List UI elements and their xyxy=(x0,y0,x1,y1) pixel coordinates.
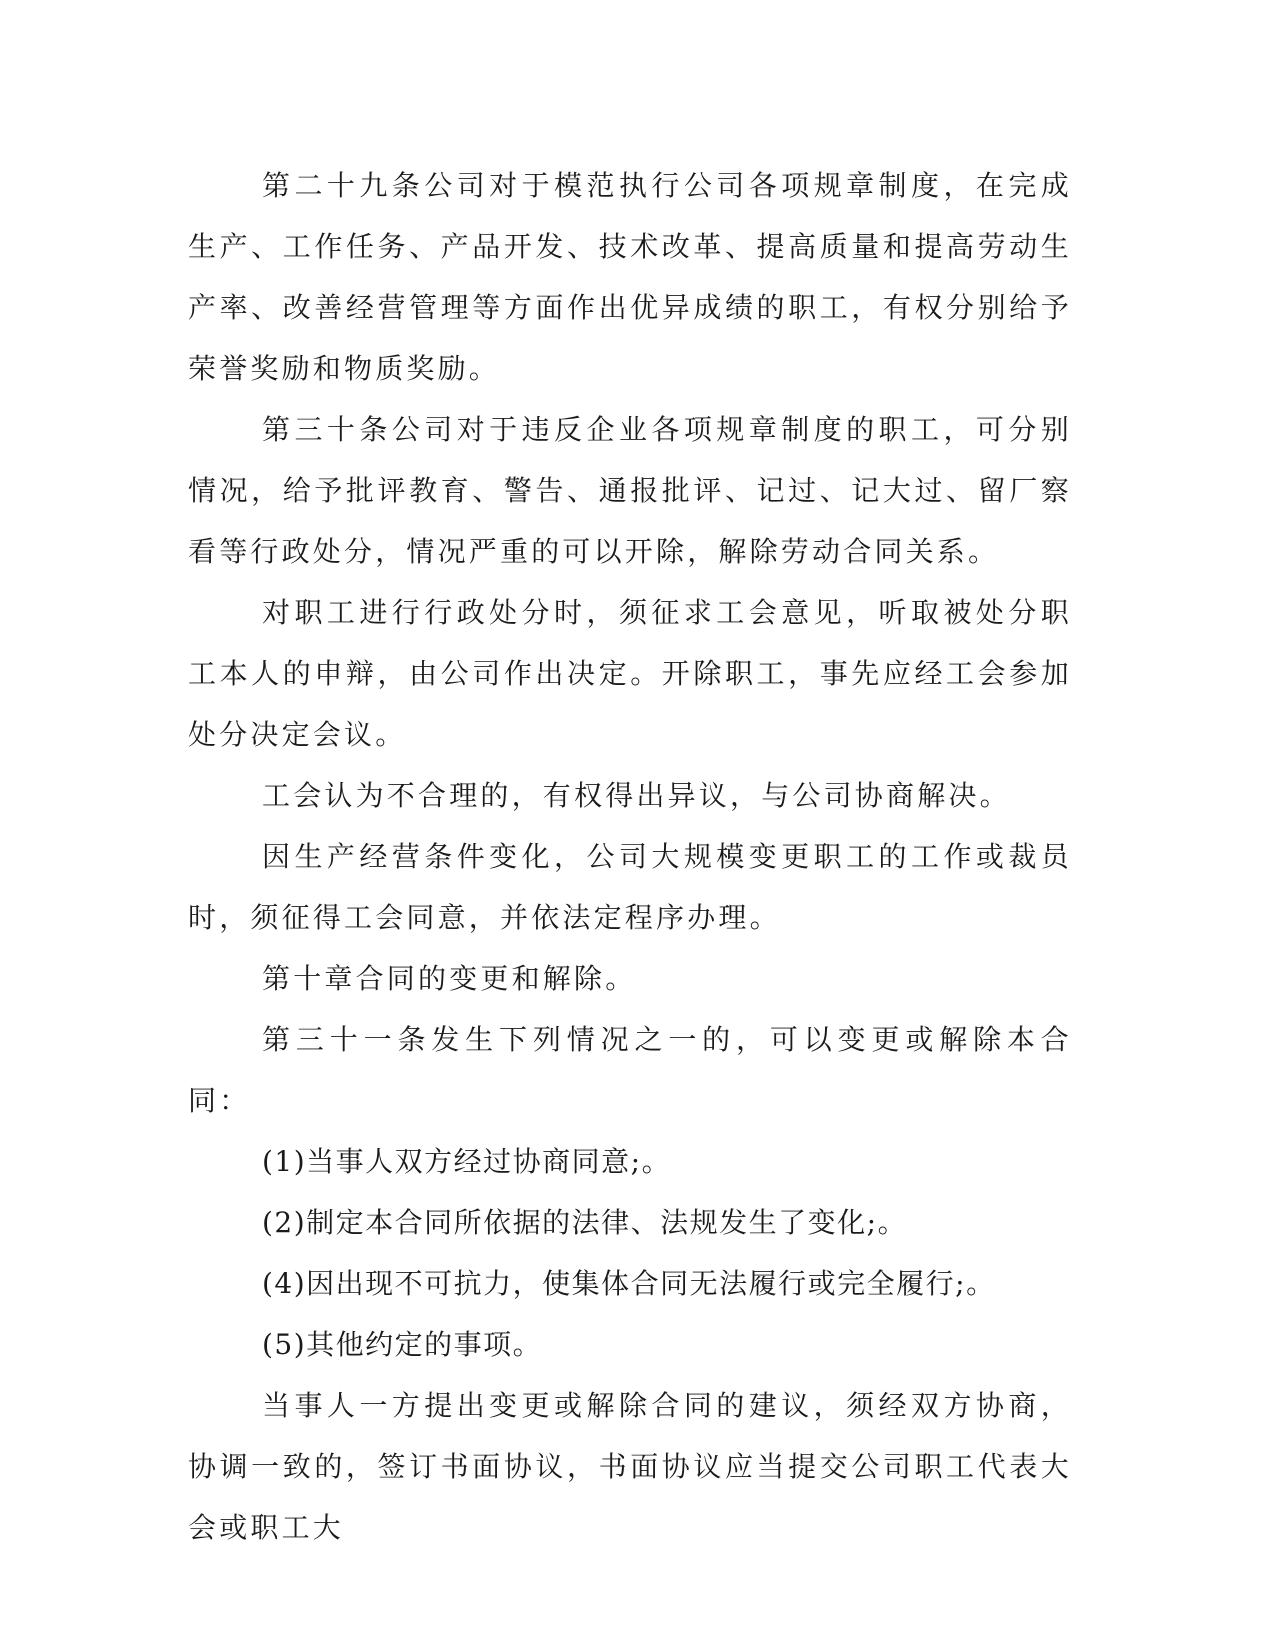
document-body xyxy=(188,155,1072,1558)
list-item-1: (1)当事人双方经过协商同意;。 xyxy=(262,1145,672,1178)
paragraph-article-29: 第二十九条公司对于模范执行公司各项规章制度，在完成生产、工作任务、产品开发、技术改革、提高质量和提高劳动生产率、改善经营管理等方面作出优异成绩的职工，有权分别给予荣誉奖励和物质奖励。 xyxy=(188,169,1072,385)
list-item-4: (4)因出现不可抗力，使集体合同无法履行或完全履行;。 xyxy=(262,1267,996,1300)
paragraph-article-30: 第三十条公司对于违反企业各项规章制度的职工，可分别情况，给予批评教育、警告、通报批评、记过、记大过、留厂察看等行政处分，情况严重的可以开除，解除劳动合同关系。 xyxy=(188,413,1072,568)
paragraph-article-31: 第三十一条发生下列情况之一的，可以变更或解除本合同： xyxy=(188,1023,1072,1117)
paragraph-union-objection: 工会认为不合理的，有权得出异议，与公司协商解决。 xyxy=(262,779,1011,812)
paragraph-disciplinary-procedure: 对职工进行行政处分时，须征求工会意见，听取被处分职工本人的申辩，由公司作出决定。开除职工，事先应经工会参加处分决定会议。 xyxy=(188,596,1072,751)
list-item-2: (2)制定本合同所依据的法律、法规发生了变化;。 xyxy=(262,1206,908,1239)
list-item-5: (5)其他约定的事项。 xyxy=(262,1328,543,1361)
paragraph-modification-proposal: 当事人一方提出变更或解除合同的建议，须经双方协商，协调一致的，签订书面协议，书面协议应当提交公司职工代表大会或职工大 xyxy=(188,1389,1072,1544)
paragraph-layoff-consent: 因生产经营条件变化，公司大规模变更职工的工作或裁员时，须征得工会同意，并依法定程序办理。 xyxy=(188,840,1072,934)
chapter-heading-10: 第十章合同的变更和解除。 xyxy=(262,962,637,995)
